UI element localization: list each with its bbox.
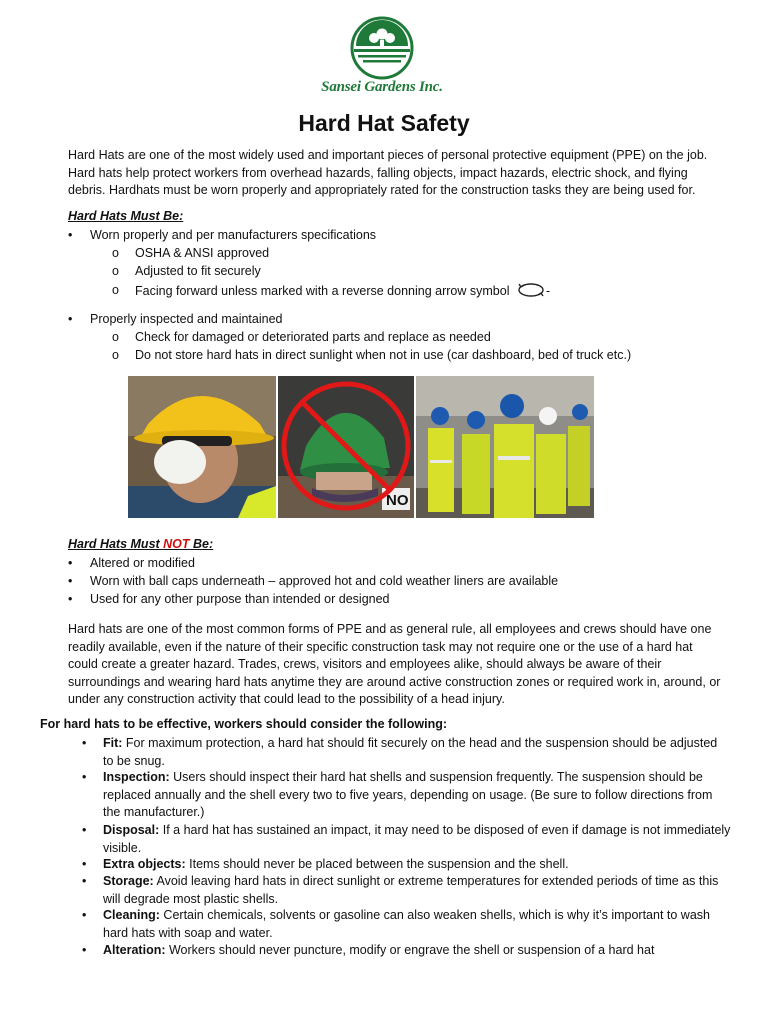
circle-bullet-icon: o (112, 264, 119, 278)
page-title: Hard Hat Safety (298, 110, 470, 136)
bullet-icon: • (68, 574, 73, 588)
photo-prohibited-cap (278, 376, 414, 518)
company-name: Sansei Gardens Inc. (321, 79, 443, 95)
considerations-heading: For hard hats to be effective, workers should consider the following: (40, 717, 448, 731)
bullet-icon: • (82, 770, 87, 784)
document-page: Sansei Gardens Inc. Hard Hat Safety Hard Hats are one of the most widely used and important pieces of personal protective equipment (PPE) on the job. Hard hats help protect workers from overhead hazards, falling objects, impact hazards, electric shock, and flying debris. Hardhats must be worn properly and appropriately rated for the construction tasks they are being used for. Hard Hats Must Be: • Worn properly and per manufacturers specifications o OSHA & ANSI approved o Adjusted to fit securely o Facing forward unless marked with a reverse donning arrow symbol - • Properly inspected and maintained o Check for damaged or deteriorated parts and replace as needed o Do not store hard hats in direct sunlight when not in use (car dashboard, bed of truck etc.) NO Hard Hats Must NOT Be: • Altered or modified • Worn with ball caps underneath – approved hot and cold weather liners are available • Used for any other purpose than intended or designed Hard hats are one of the most common forms of PPE and as general rule, all employees and crews should have one readily available, even if the nature of their specific construction task may not require one or the use of a hard hat could create a greater hazard. Trades, crews, visitors and employees alike, should always be aware of their surroundings and wearing hard hats anytime they are around active construction zones or required work in, around, or under any construction activity that could lead to the possibility of a head injury. For hard hats to be effective, workers should consider the following: • Fit: For maximum protection, a hard hat should fit securely on the head and the suspension should be adjusted to be snug. • Inspection: Users should inspect their hard hat shells and suspension frequently. The suspension should be replaced annually and the shell every two to five years, depending on usage. (Be sure to follow directions from the manufacturer.) • Disposal: If a hard hat has sustained an impact, it may need to be disposed of even if damage is not immediately visible. • Extra objects: Items should never be placed between the suspension and the shell. • Storage: Avoid leaving hard hats in direct sunlight or extreme temperatures for extended periods of time as this will degrade most plastic shells. • Cleaning: Certain chemicals, solvents or gasoline can also weaken shells, which is why it’s important to wash hard hats with soap and water. • Alteration: Workers should never puncture, modify or engrave the shell or suspension of a hard hat (0, 0, 768, 1024)
bullet-icon: • (82, 908, 87, 922)
bullet-icon: • (82, 736, 87, 750)
circle-bullet-icon: o (112, 246, 119, 260)
bullet-icon: • (82, 857, 87, 871)
bullet-icon: • (68, 312, 73, 326)
bullet-icon: • (82, 874, 87, 888)
company-logo (318, 16, 446, 100)
ppe-paragraph: Hard hats are one of the most common forms of PPE and as general rule, all employees and crews should have one readily available, even if the nature of their specific construction task may not require one or the use of a hard hat could create a greater hazard. Trades, crews, visitors and employees alike, should always be aware of their surroundings and wearing hard hats anytime they are around active construction zones or required work in, around, or under any construction activity that could lead to the possibility of a head injury. (68, 622, 721, 706)
photo-crew-blue-hats (416, 376, 594, 518)
bullet-icon: • (82, 823, 87, 837)
sign-text: NO (386, 492, 409, 509)
must-be-heading: Hard Hats Must Be: (68, 209, 184, 223)
must-not-be-heading: Hard Hats Must NOT Be: (68, 537, 214, 551)
circle-bullet-icon: o (112, 283, 119, 297)
logo-emblem-icon (318, 16, 446, 80)
bullet-icon: • (68, 228, 73, 242)
circle-bullet-icon: o (112, 330, 119, 344)
bullet-icon: • (82, 943, 87, 957)
bullet-icon: • (68, 556, 73, 570)
circle-bullet-icon: o (112, 348, 119, 362)
bullet-icon: • (68, 592, 73, 606)
photo-worker-respirator (128, 376, 276, 518)
intro-paragraph: Hard Hats are one of the most widely used and important pieces of personal protective equipment (PPE) on the job. Hard hats help protect workers from overhead hazards, falling objects, impact hazards, electric shock, and flying debris. Hardhats must be worn properly and appropriately rated for the construction tasks they are being used for. (68, 148, 708, 197)
reverse-donning-arrow-icon (516, 281, 546, 299)
photo-strip (128, 376, 594, 518)
